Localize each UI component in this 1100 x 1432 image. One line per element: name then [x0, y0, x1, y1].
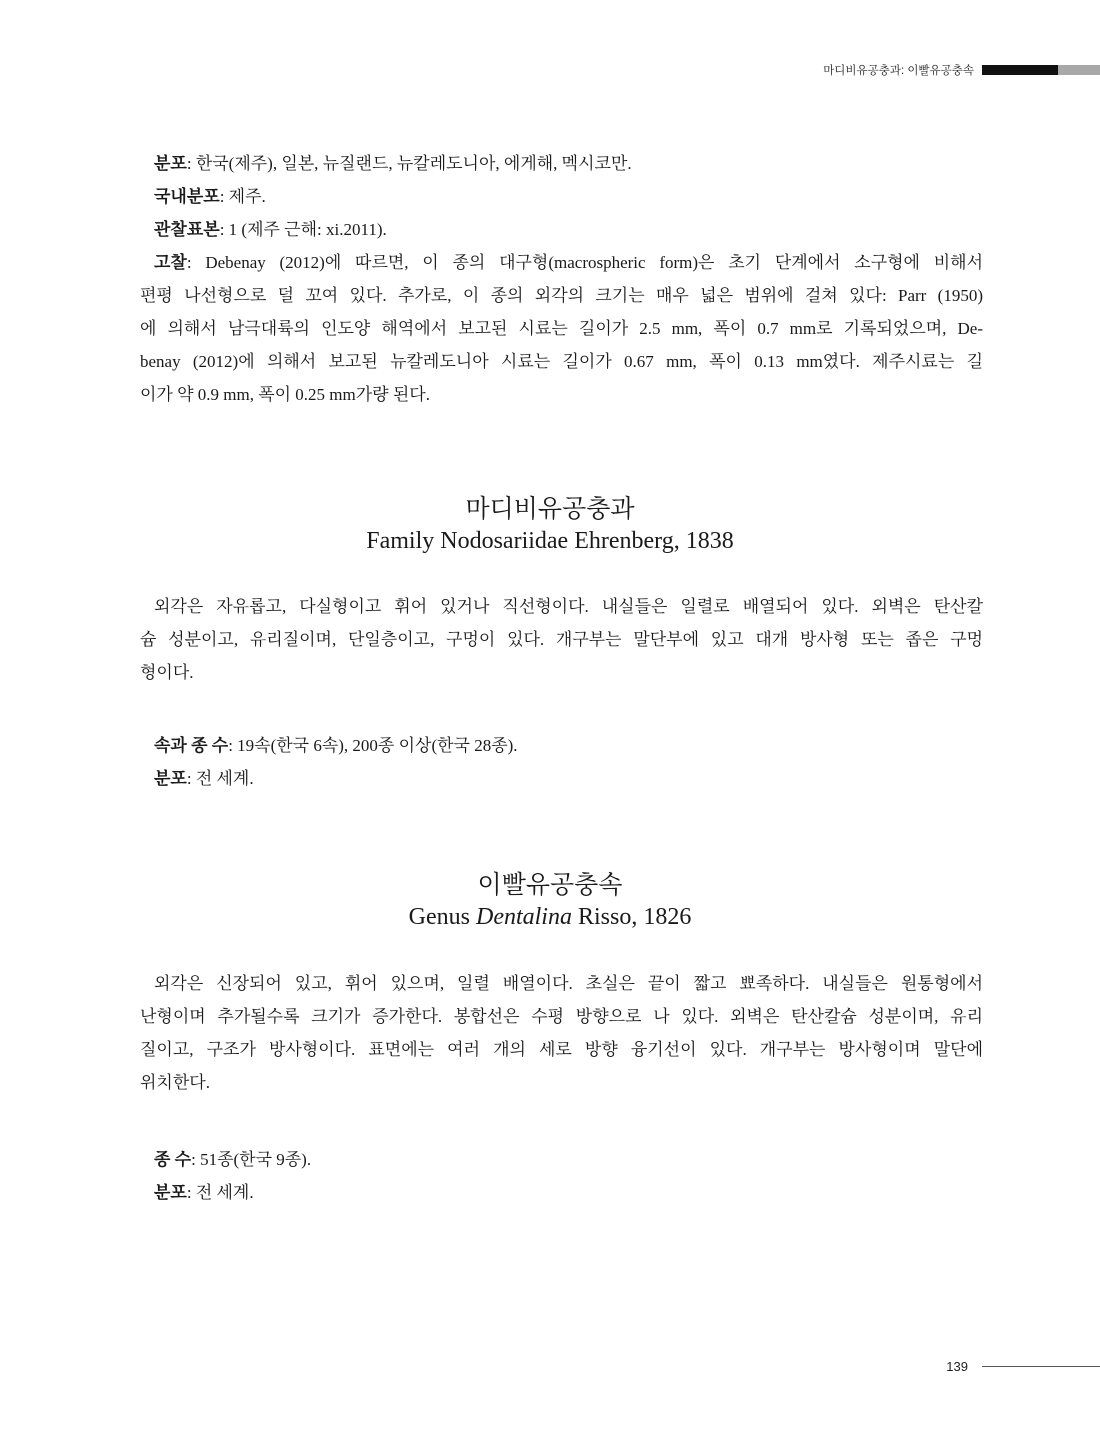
domestic-distribution-line: [140, 180, 983, 213]
specimen-line: [140, 213, 983, 246]
specimen-label: 관찰표본: [154, 220, 220, 239]
distribution-line: [140, 147, 983, 180]
specimen-text: : 1 (제주 근해: xi.2011).: [219, 220, 387, 239]
genus-distribution-line: [140, 1176, 983, 1209]
family-description: [140, 590, 983, 689]
remarks-line-5: 이가 약 0.9 mm, 폭이 0.25 mm가량 된다.: [140, 385, 430, 404]
distribution-text: : 한국(제주), 일본, 뉴질랜드, 뉴칼레도니아, 에게해, 멕시코만.: [186, 154, 632, 173]
running-head-text: 마디비유공충과: 이빨유공충속: [823, 65, 974, 77]
genus-distribution-text: : 전 세계.: [186, 1183, 254, 1202]
species-info-block: [140, 147, 983, 411]
distribution-label: 분포: [154, 154, 187, 173]
remarks-line-3: 에 의해서 남극대륙의 인도양 해역에서 보고된 시료는 길이가 2.5 mm, 폭이 0.7 mm로 기록되었으며, De-: [140, 319, 983, 338]
genera-count-line: [140, 729, 983, 762]
remarks-line-1: [140, 246, 983, 279]
genus-desc-line-4: 위치한다.: [140, 1073, 210, 1092]
domestic-text: : 제주.: [219, 187, 266, 206]
family-desc-line-2: 슘 성분이고, 유리질이며, 단일층이고, 구멍이 있다. 개구부는 말단부에 있고 대개 방사형 또는 좁은 구멍: [140, 630, 983, 649]
species-count-line: [140, 1143, 983, 1176]
genus-name-italic: Dentalina: [475, 904, 572, 930]
species-label: 종 수: [154, 1150, 192, 1169]
genus-desc-line-1: 외각은 신장되어 있고, 휘어 있으며, 일렬 배열이다. 초실은 끝이 짧고 뾰족하다. 내실들은 원통형에서: [154, 974, 983, 993]
family-stats: [140, 729, 983, 795]
running-header: [823, 63, 1100, 77]
family-distribution-text: : 전 세계.: [186, 769, 254, 788]
genera-label: 속과 종 수: [154, 736, 229, 755]
genus-description: [140, 967, 983, 1099]
genus-title-ko: 이빨유공충속: [477, 872, 623, 899]
domestic-label: 국내분포: [154, 187, 220, 206]
genus-distribution-label: 분포: [154, 1183, 187, 1202]
species-text: : 51종(한국 9종).: [191, 1150, 312, 1169]
genus-stats: [140, 1143, 983, 1209]
family-heading: [0, 494, 1100, 556]
family-desc-line-3: 형이다.: [140, 663, 194, 682]
genus-title-prefix: Genus: [408, 904, 476, 930]
family-title-en: Family Nodosariidae Ehrenberg, 1838: [366, 528, 734, 554]
genera-text: : 19속(한국 6속), 200종 이상(한국 28종).: [228, 736, 518, 755]
family-distribution-label: 분포: [154, 769, 187, 788]
remarks-label: 고찰: [154, 253, 187, 272]
family-title-ko: 마디비유공충과: [465, 496, 635, 523]
genus-title-en: [0, 902, 1100, 932]
header-bar-gray: [1058, 65, 1100, 75]
genus-heading: [0, 870, 1100, 932]
page-footer: [946, 1359, 1100, 1374]
remarks-line-2: 편평 나선형으로 덜 꼬여 있다. 추가로, 이 종의 외각의 크기는 매우 넓은 범위에 걸쳐 있다: Parr (1950): [140, 286, 983, 305]
family-distribution-line: [140, 762, 983, 795]
genus-desc-line-2: 난형이며 추가될수록 크기가 증가한다. 봉합선은 수평 방향으로 나 있다. 외벽은 탄산칼슘 성분이며, 유리: [140, 1007, 983, 1026]
remarks-text: : Debenay (2012)에 따르면, 이 종의 대구형(macrospheric form)은 초기 단계에서 소구형에 비해서: [186, 253, 983, 272]
remarks-line-4: benay (2012)에 의해서 보고된 뉴칼레도니아 시료는 길이가 0.67 mm, 폭이 0.13 mm였다. 제주시료는 길: [140, 352, 983, 371]
genus-desc-line-3: 질이고, 구조가 방사형이다. 표면에는 여러 개의 세로 방향 융기선이 있다. 개구부는 방사형이며 말단에: [140, 1040, 983, 1059]
footer-rule: [982, 1366, 1100, 1367]
genus-title-suffix: Risso, 1826: [571, 904, 692, 930]
page-number: 139: [946, 1359, 968, 1374]
header-bar-dark: [982, 65, 1058, 75]
family-desc-line-1: 외각은 자유롭고, 다실형이고 휘어 있거나 직선형이다. 내실들은 일렬로 배열되어 있다. 외벽은 탄산칼: [154, 597, 983, 616]
